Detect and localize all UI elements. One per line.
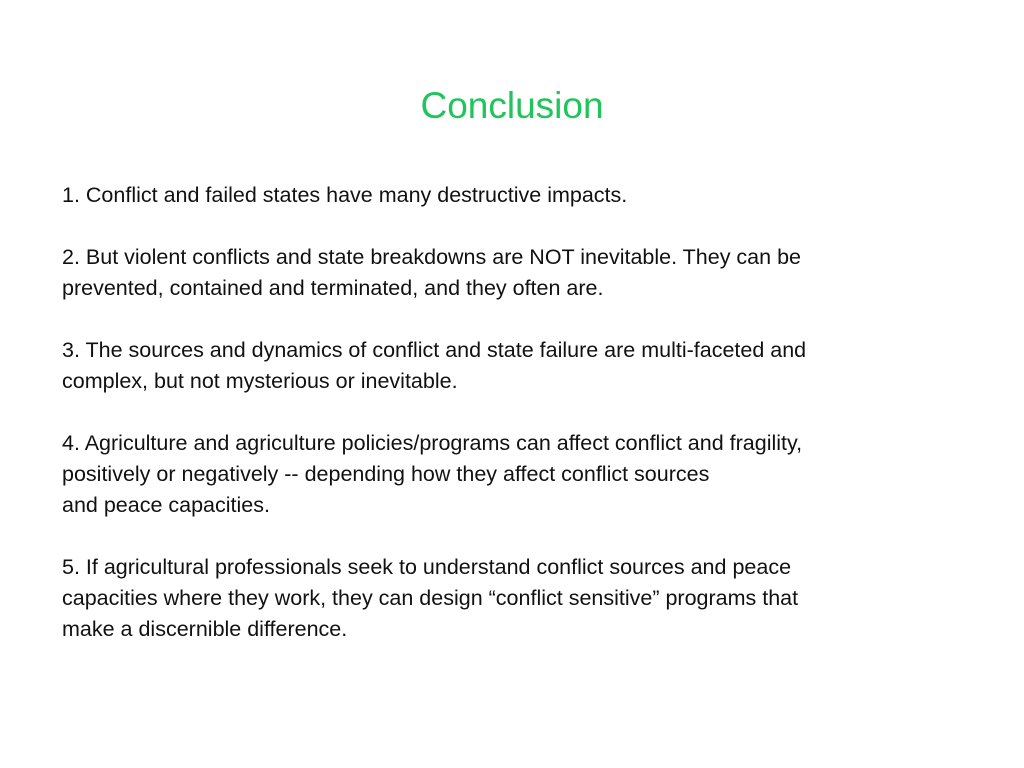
conclusion-point-4 (62, 428, 992, 521)
point-line: make a discernible difference. (62, 617, 348, 641)
point-line: and peace capacities. (62, 493, 270, 517)
point-line: complex, but not mysterious or inevitable. (62, 369, 458, 393)
conclusion-point-1 (62, 180, 992, 211)
point-line: 3. The sources and dynamics of conflict and state failure are multi-faceted and (62, 338, 807, 362)
point-line: 2. But violent conflicts and state breakdowns are NOT inevitable. They can be (62, 245, 801, 269)
conclusion-point-2 (62, 242, 992, 304)
point-line: 5. If agricultural professionals seek to understand conflict sources and peace (62, 555, 792, 579)
slide-title: Conclusion (420, 85, 604, 126)
conclusion-point-5 (62, 552, 992, 645)
point-line: capacities where they work, they can design “conflict sensitive” programs that (62, 586, 799, 610)
point-line: 4. Agriculture and agriculture policies/programs can affect conflict and fragility, (62, 431, 803, 455)
conclusion-point-3 (62, 335, 992, 397)
point-line: 1. Conflict and failed states have many destructive impacts. (62, 183, 628, 207)
slide-body (62, 180, 992, 676)
point-line: prevented, contained and terminated, and they often are. (62, 276, 604, 300)
point-line: positively or negatively -- depending how they affect conflict sources (62, 462, 710, 486)
